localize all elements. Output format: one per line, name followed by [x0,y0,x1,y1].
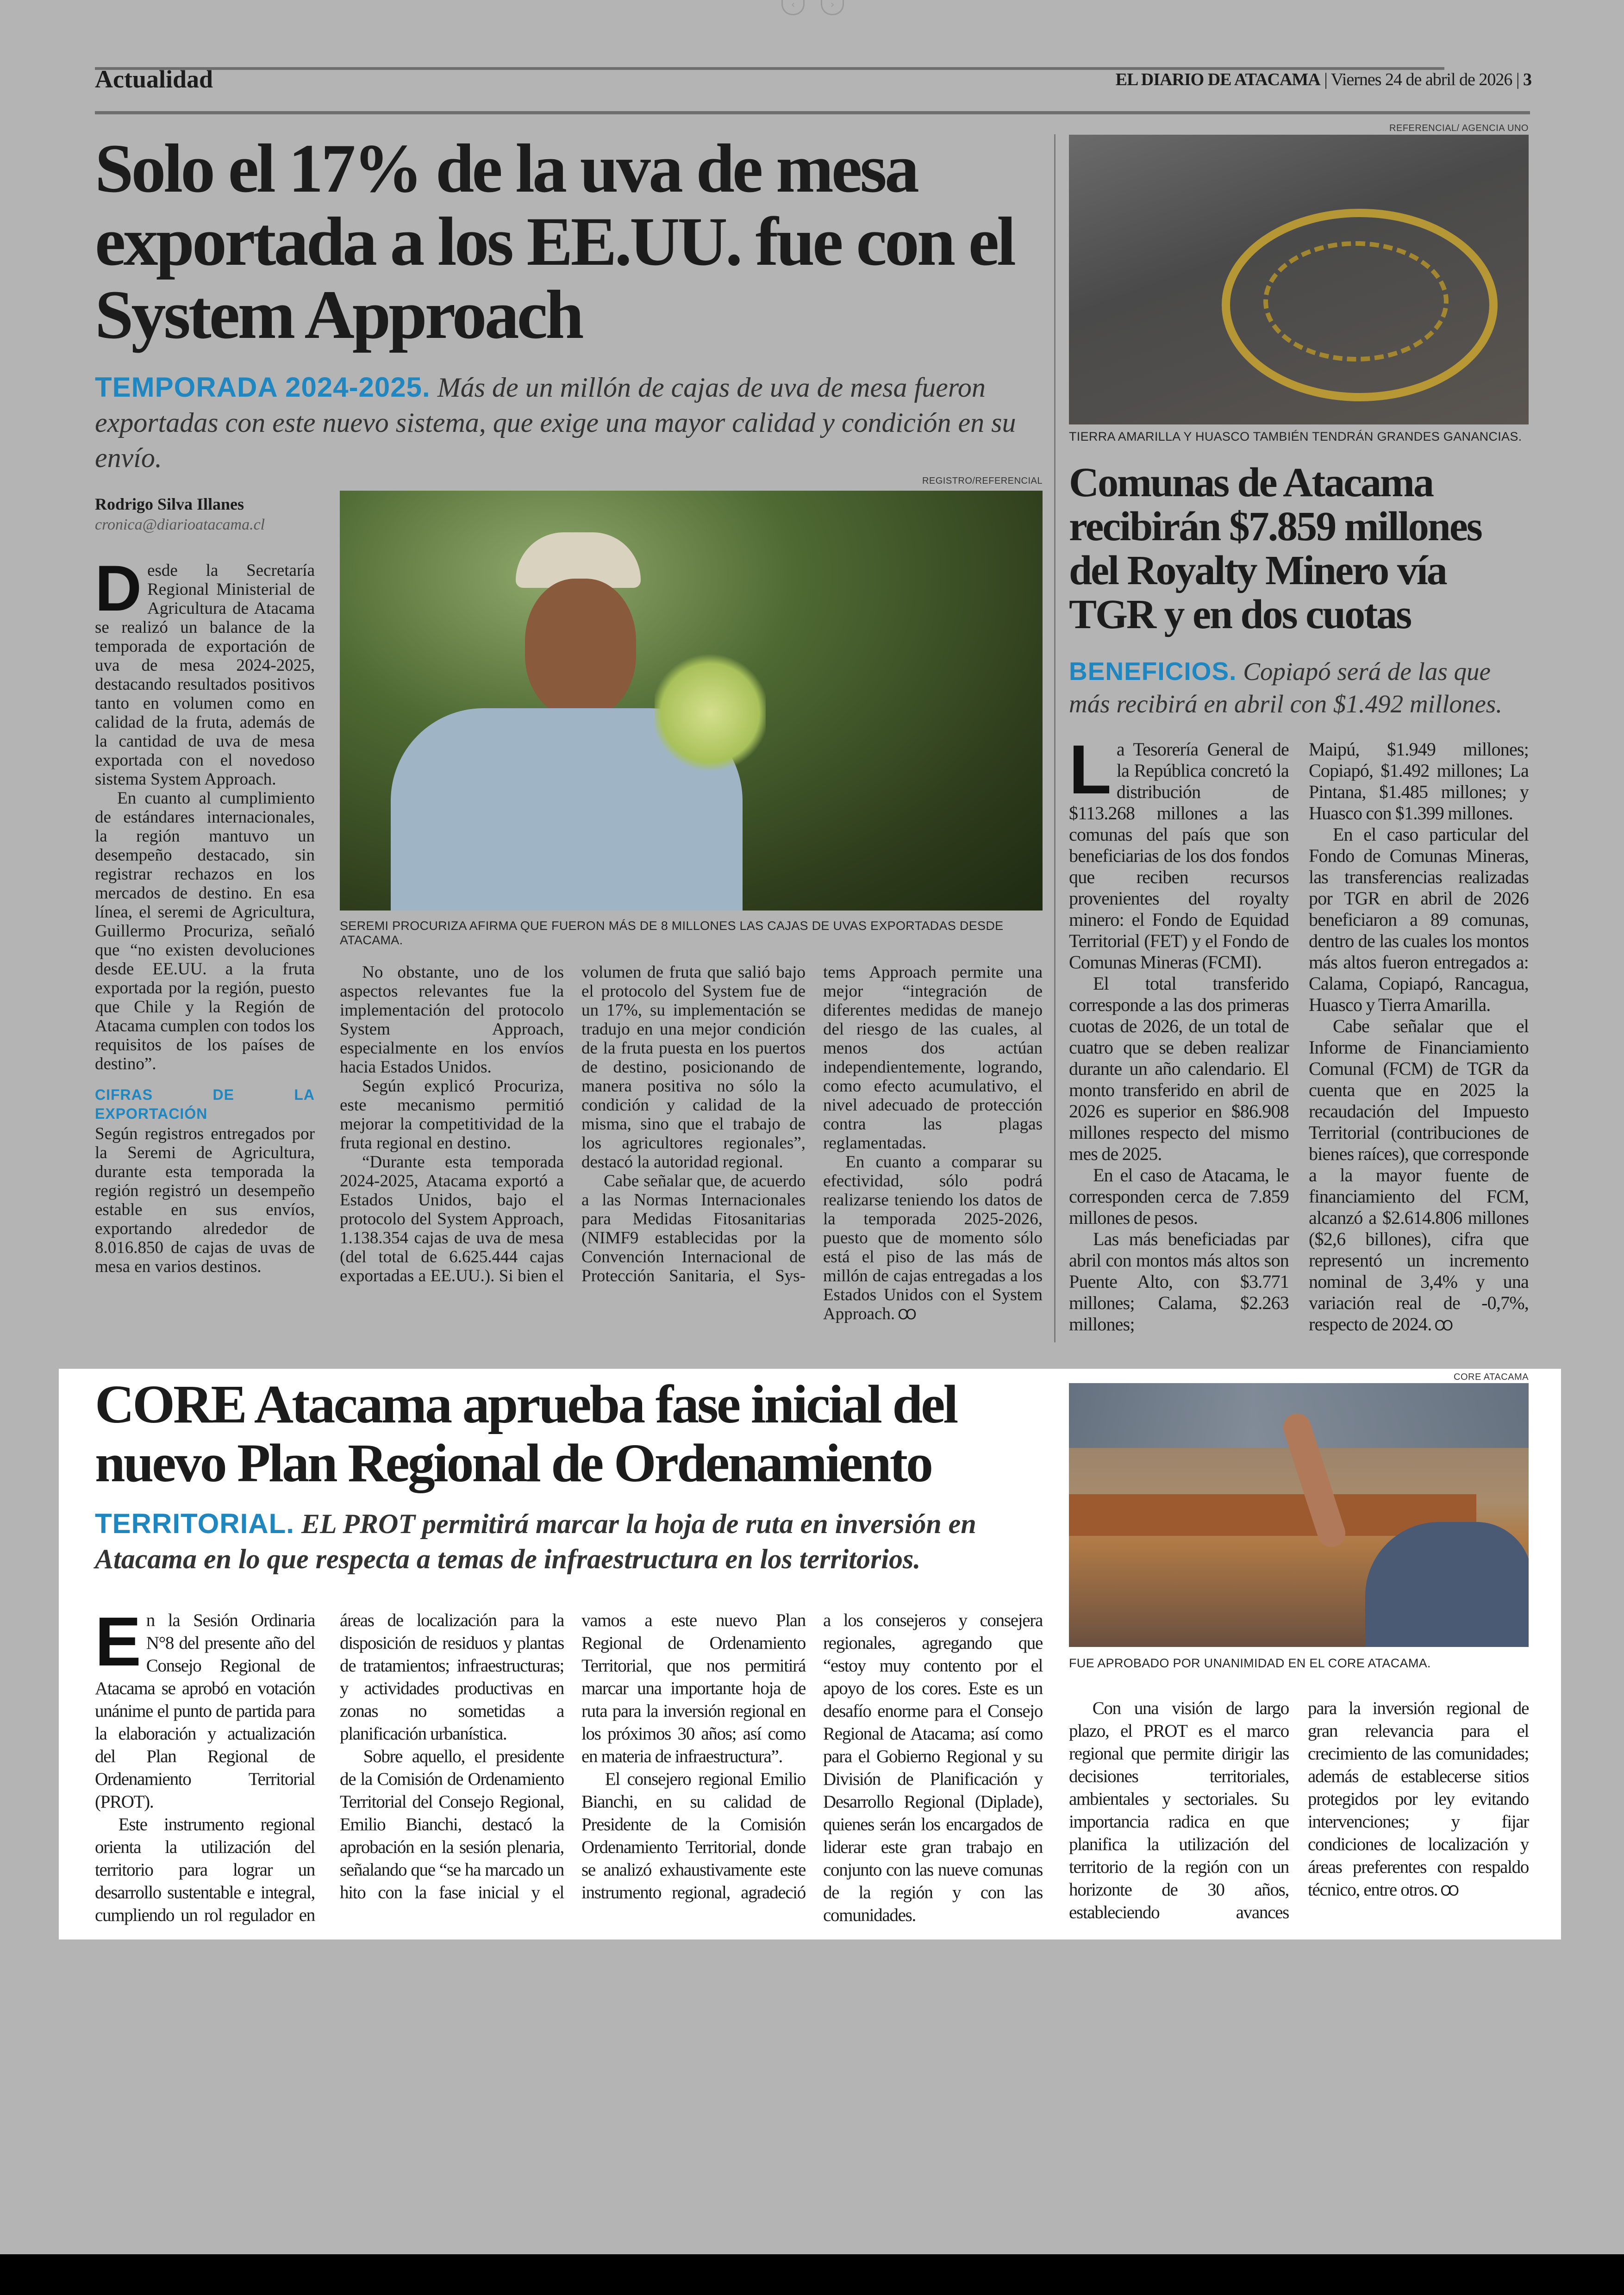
article-column-1 [1069,730,1289,1337]
paragraph: Cabe señalar que, de acuerdo a las Normas Internacionales para Medidas Fitosanitarias (NIMF9 establecidas por la Convención Internacional de Protección Sanitaria, el Sys- [581,1172,806,1285]
paragraph: En cuanto a comparar su efectividad, sólo podrá realizarse teniendo los datos de la temporada 2025-2026, puesto que de momento sólo está el piso de las más de millón de cajas entregadas a los Estados Unidos con el System Approach. [823,1153,1043,1323]
article-column-2 [1309,739,1529,1337]
subhead-text: Copiapó será de las que más recibirá en abril con $1.492 millones. [1069,657,1502,718]
inner-ring-shape [1263,241,1449,362]
person-shape [1365,1522,1529,1647]
paragraph: Este instrumento regional orienta la utilización del territorio para lograr un desarrollo sustentable e integral, cumpliendo un rol regulador en [95,1815,315,1925]
kicker: TEMPORADA 2024-2025. [95,372,431,403]
end-mark-icon: Ꝏ [898,1307,917,1323]
article-column-1 [95,1603,315,1927]
dropcap: D [95,552,142,624]
paragraph: El consejero regional Emilio Bianchi, en su calidad de Presidente de la Comisión Ordenamiento Territorial, donde se analizó exhaustivamente este instrumento regional, agradeció [581,1769,806,1902]
masthead: EL DIARIO DE ATACAMA | Viernes 24 de abril de 2026 | 3 [1115,70,1531,89]
paragraph: esde la Secretaría Regional Ministerial de Agricultura de Atacama se realizó un balance de la temporada de exportación de uva de mesa 2024-2025, destacando resultados positivos tanto en volumen como en calidad de la fruta, además de la cantidad de uva de mesa exportada con el novedoso sistema System Approach. [95,561,315,789]
photo-caption: FUE APROBADO POR UNANIMIDAD EN EL CORE ATACAMA. [1069,1656,1431,1670]
subheadline [1069,655,1532,720]
section-label: Actualidad [95,65,213,93]
photo-mining-construction [1069,135,1529,424]
headline: Solo el 17% de la uva de mesa exportada a los EE.UU. fue con el System Approach [95,130,1014,353]
article-columns [1069,730,1529,1337]
paragraph: Según registros entregados por la Seremi de Agricultura, durante esta temporada la región registró un desempeño estable en sus envíos, exportando alrededor de 8.016.850 de cajas de uvas de mesa en varios destinos. [95,1124,315,1276]
photo-grape-farmer [340,491,1043,911]
face-shape [525,579,636,717]
paragraph: vamos a este nuevo Plan Regional de Ordenamiento Territorial, que nos permitirá marcar una importante hoja de ruta para la inversión regional en los próximos 30 años; así como en materia de infraestructura”. [581,1610,806,1766]
paragraph: En el caso de Atacama, le corresponden cerca de 7.859 millones de pesos. [1069,1165,1289,1228]
subheadline [95,370,1049,475]
paragraph: Según explicó Procuriza, este mecanismo permitió mejorar la competitividad de la fruta regional en destino. [340,1077,564,1153]
headline: Comunas de Atacama recibirán $7.859 millones del Royalty Minero vía TGR y en dos cuotas [1069,460,1481,637]
article-column-3 [581,963,806,1285]
paragraph: Con una visión de largo plazo, el PROT es el marco regional que permite dirigir las decisiones territoriales, ambientales y sectoriales. Su importancia radica en que planifica la utilización del territorio de la región con un horizonte de 30 años, estableciendo avances [1069,1698,1289,1922]
article-column-1 [95,552,315,1276]
paragraph: Cabe señalar que el Informe de Financiamiento Comunal (FCM) de TGR da cuenta que en 2025 la recaudación del Impuesto Territorial (contribuciones de bienes raíces), que corresponde a la mayor fuente de financiamiento del FCM, alcanzó a $2.614.806 millones ($2,6 billones), cifra que representó un incremento nominal de 3,4% y una variación real de -0,7%, respecto de 2024. [1309,1016,1529,1335]
photo-caption: SEREMI PROCURIZA AFIRMA QUE FUERON MÁS DE 8 MILLONES LAS CAJAS DE UVAS EXPORTADAS DESDE ATACAMA. [340,919,1004,947]
paragraph: En cuanto al cumplimiento de estándares internacionales, la región mantuvo un desempeño destacado, sin registrar rechazos en los mercados de destino. En esa línea, el seremi de Agricultura, Guillermo Procuriza, señaló que “no existen devoluciones desde EE.UU. a la fruta exportada por la región, puesto que Chile y la Región de Atacama cumplen con todos los requisitos de los países de destino”. [95,789,315,1073]
author-email[interactable]: cronica@diarioatacama.cl [95,516,265,533]
paragraph: No obstante, uno de los aspectos relevantes fue la implementación del protocolo System Approach, especialmente en los envíos hacia Estados Unidos. [340,963,564,1077]
chevron-right-icon: › [830,0,835,11]
header-rule [95,111,1530,114]
prev-page-button[interactable] [781,0,805,15]
article-column-6 [1308,1697,1529,1902]
end-mark-icon: Ꝏ [1440,1883,1459,1899]
article-column-4 [823,1609,1043,1927]
paragraph: Las más beneficiadas par abril con montos más altos son Puente Alto, con $3.771 millones; Calama, $2.263 millones; [1069,1229,1289,1335]
paragraph: áreas de localización para la disposición de residuos y plantas de tratamientos; infraestructuras; y actividades productivas en zonas no sometidas a planificación urbanística. [340,1610,564,1744]
paragraph: En el caso particular del Fondo de Comunas Mineras, las transferencias realizadas por TGR en abril de 2026 beneficiaron a 89 comunas, dentro de las cuales los montos más altos fueron entregados a: Calama, Copiapó, Rancagua, Huasco y Tierra Amarilla. [1309,824,1529,1015]
article-column-3 [581,1609,806,1904]
paragraph: a los consejeros y consejera regionales, agregando que “estoy muy contento por el apoyo de los cores. Este es un desafío enorme para el Consejo Regional de Atacama; así como para el Gobierno Regional y su División de Planificación y Desarrollo Regional (Diplade), quienes serán los encargados de liderar este gran trabajo en conjunto con las nueve comunas de la región y con las comunidades. [823,1610,1043,1925]
next-page-button[interactable] [821,0,844,15]
paragraph: Maipú, $1.949 millones; Copiapó, $1.492 millones; La Pintana, $1.485 millones; y Huasco con $1.399 millones. [1309,739,1529,823]
photo-caption: TIERRA AMARILLA Y HUASCO TAMBIÉN TENDRÁN GRANDES GANANCIAS. [1069,430,1522,443]
section-heading: CIFRAS DE LA EXPORTACIÓN [95,1086,315,1122]
article-column-5 [1069,1697,1289,1924]
subhead-text: EL PROT permitirá marcar la hoja de ruta en inversión en Atacama en lo que respecta a temas de infraestructura en los territorios. [95,1509,976,1574]
photo-council-session [1069,1383,1529,1647]
author: Rodrigo Silva Illanes [95,495,244,513]
chevron-left-icon: ‹ [791,0,795,11]
headline-block [95,1375,1076,1577]
issue-date: Viernes 24 de abril de 2026 [1330,70,1512,89]
subhead-text: Más de un millón de cajas de uva de mesa fueron exportadas con este nuevo sistema, que exige una mayor calidad y condición en su envío. [95,372,1016,473]
subheadline [95,1506,1076,1577]
paragraph: a Tesorería General de la República concretó la distribución de $113.268 millones a las comunas del país que son beneficiarias de los dos fondos que reciben recursos provenientes del royalty minero: el Fondo de Equidad Territorial (FET) y el Fondo de Comunas Mineras (FCMI). [1069,739,1289,973]
kicker: TERRITORIAL. [95,1508,294,1539]
kicker: BENEFICIOS. [1069,657,1237,686]
paragraph: “Durante esta temporada 2024-2025, Atacama exportó a Estados Unidos, bajo el protocolo del System Approach, 1.138.354 cajas de uva de mesa (del total de 6.625.444 cajas exportadas a EE.UU.). Si bien el [340,1153,564,1285]
photo-credit: CORE ATACAMA [1454,1372,1529,1382]
paragraph: volumen de fruta que salió bajo el protocolo del System fue de un 17%, su implementación se tradujo en una mejor condición de la fruta puesta en los puertos de destino, posicionando de manera positiva no sólo la condición y calidad de la misma, sino que el trabajo de los agricultores regionales”, destacó la autoridad regional. [581,963,806,1172]
paragraph: Sobre aquello, el presidente de la Comisión de Ordenamiento Territorial del Consejo Regional, Emilio Bianchi, destacó la aprobación en la sesión plenaria, señalando que “se ha marcado un hito con la fase inicial y el [340,1746,564,1902]
article-column-4 [823,963,1043,1324]
bottom-bar [0,2254,1624,2295]
dropcap: E [95,1603,141,1680]
grapes-shape [655,653,766,773]
end-mark-icon: Ꝏ [1434,1318,1453,1334]
article-column-2 [340,963,564,1285]
photo-credit: REGISTRO/REFERENCIAL [922,476,1043,486]
article-column-2 [340,1609,564,1904]
paragraph: n la Sesión Ordinaria N°8 del presente año del Consejo Regional de Atacama se aprobó en votación unánime el punto de partida para la elaboración y actualización del Plan Regional de Ordenamiento Territorial (PROT). [95,1610,315,1812]
paper-name: EL DIARIO DE ATACAMA [1115,70,1320,89]
column-divider [1054,134,1056,1342]
page-number: 3 [1523,70,1531,89]
paragraph: tems Approach permite una mejor “integración de diferentes medidas de manejo del riesgo de las cuales, al menos dos actúan independientemente, logrando, como efecto acumulativo, el nivel adecuado de protección contra las plagas reglamentadas. [823,963,1043,1153]
dropcap: L [1069,730,1111,808]
paragraph: para la inversión regional de gran relevancia para el crecimiento de las comunidades; además de establecerse sitios protegidos por ley evitando intervenciones; y fijar condiciones de localización y áreas preferentes con respaldo técnico, entre otros. [1308,1698,1529,1900]
article-block [1069,461,1532,1337]
photo-credit: REFERENCIAL/ AGENCIA UNO [1389,123,1529,133]
paragraph: El total transferido corresponde a las dos primeras cuotas de 2026, de un total de cuatro que se deben realizar durante un año calendario. El monto transferido en abril de 2026 es superior en $86.908 millones respecto del mismo mes de 2025. [1069,973,1289,1164]
headline-block [95,132,1049,475]
headline: CORE Atacama aprueba fase inicial del nuevo Plan Regional de Ordenamiento [95,1374,957,1493]
